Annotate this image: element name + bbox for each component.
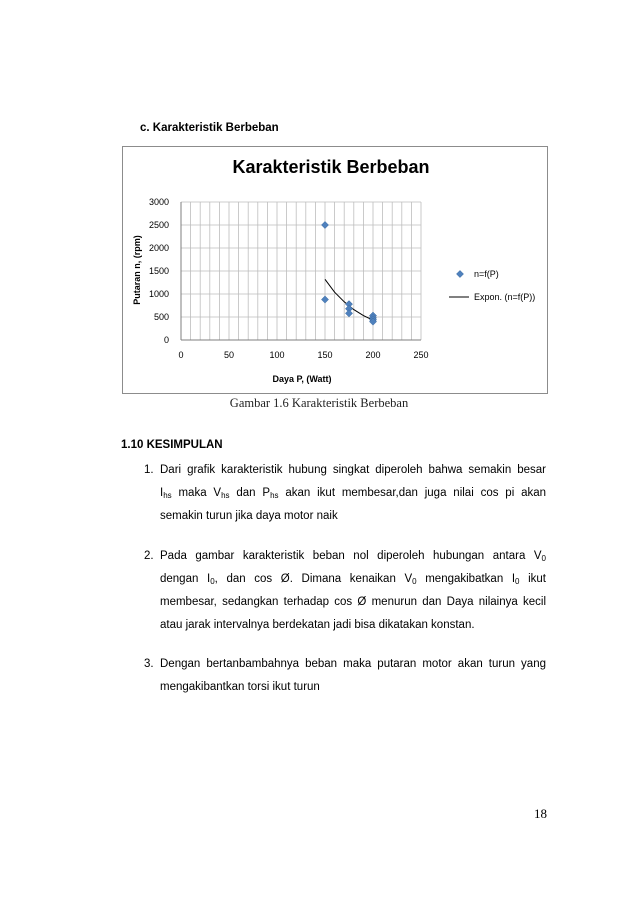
text-fragment: dan P [229, 487, 271, 499]
data-point-diamond [345, 310, 352, 317]
y-tick-label: 2500 [148, 220, 169, 230]
x-tick-label: 100 [269, 350, 285, 360]
subscript: hs [270, 491, 279, 500]
y-tick-label: 1500 [148, 266, 169, 276]
text-fragment: ikut [519, 573, 547, 585]
item-text-line [160, 568, 546, 591]
text-fragment: dengan I [160, 573, 211, 585]
y-axis-label: Putaran n, (rpm) [132, 235, 142, 305]
x-tick-label: 0 [178, 350, 184, 360]
text-fragment: maka V [171, 487, 222, 499]
x-tick-label: 50 [223, 350, 235, 360]
chart-svg [123, 147, 549, 395]
subscript: 0 [515, 577, 520, 586]
subscript: hs [163, 491, 172, 500]
data-points [321, 221, 376, 325]
chart-title: Karakteristik Berbeban [232, 157, 430, 177]
subscript: 0 [210, 577, 215, 586]
conclusion-item-2 [144, 545, 546, 637]
page-number: 18 [534, 806, 547, 821]
x-tick-labels [178, 350, 428, 360]
conclusion-item-3 [144, 653, 546, 699]
data-point-diamond [321, 296, 328, 303]
item-text-line [160, 482, 546, 505]
x-axis-label: Daya P, (Watt) [272, 374, 332, 384]
text-fragment: mengakibatkan I [416, 573, 516, 585]
subscript: 0 [541, 554, 546, 563]
subscript: 0 [412, 577, 417, 586]
legend-label: Expon. (n=f(P)) [474, 292, 536, 302]
item-text-line: Dengan bertanbambahnya beban maka putaran motor akan turun yang [160, 658, 546, 670]
section-heading: c. Karakteristik Berbeban [140, 122, 279, 134]
plot-grid [181, 202, 421, 340]
item-text-line: Dari grafik karakteristik hubung singkat diperoleh bahwa semakin besar [160, 464, 546, 476]
data-point-diamond [321, 221, 328, 228]
item-text-line: membesar, sedangkan terhadap cos Ø menurun dan Daya nilainya kecil [160, 596, 546, 608]
y-tick-label: 1000 [148, 289, 169, 299]
x-tick-label: 200 [365, 350, 381, 360]
y-tick-label: 3000 [148, 197, 169, 207]
item-number: 3. [144, 658, 154, 670]
y-tick-label: 2000 [148, 243, 169, 253]
text-fragment: I [160, 487, 164, 499]
text-fragment: , dan cos Ø. Dimana kenaikan V [214, 573, 413, 585]
y-tick-labels [149, 197, 169, 345]
text-fragment: akan ikut membesar,dan juga nilai cos pi akan [278, 487, 547, 499]
x-tick-label: 150 [317, 350, 333, 360]
x-tick-label: 250 [413, 350, 429, 360]
conclusion-item-1 [144, 459, 546, 528]
item-text-line: atau jarak intervalnya berdekatan jadi bisa dikatakan konstan. [160, 619, 475, 631]
item-text-line: semakin turun jika daya motor naik [160, 510, 338, 522]
legend-label: n=f(P) [474, 269, 499, 279]
figure-caption: Gambar 1.6 Karakteristik Berbeban [229, 396, 409, 410]
chart-container [122, 146, 548, 394]
legend-marker-diamond [456, 270, 463, 277]
y-tick-label: 0 [163, 335, 169, 345]
chart-legend [449, 269, 535, 302]
y-tick-label: 500 [153, 312, 169, 322]
text-fragment: Pada gambar karakteristik beban nol diperoleh hubungan antara V [160, 550, 542, 562]
item-number: 1. [144, 464, 154, 476]
item-text-line: mengakibantkan torsi ikut turun [160, 681, 320, 693]
item-text-line [160, 545, 546, 568]
conclusion-heading: 1.10 KESIMPULAN [121, 439, 223, 451]
subscript: hs [221, 491, 230, 500]
item-number: 2. [144, 550, 154, 562]
